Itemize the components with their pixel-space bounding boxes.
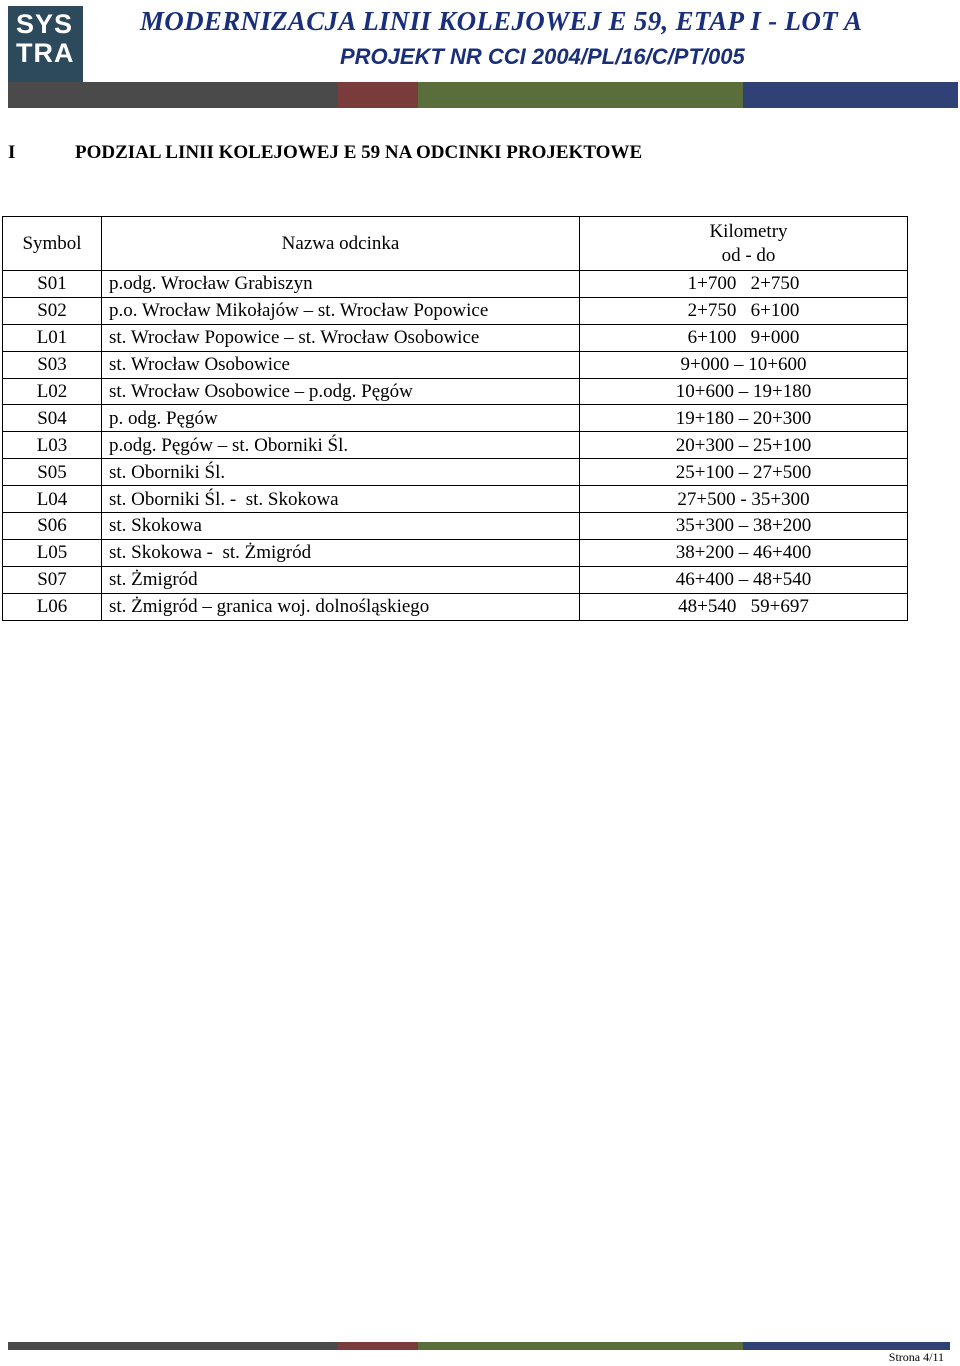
cell-name: p.odg. Wrocław Grabiszyn [102,271,580,298]
cell-km: 6+100 9+000 [580,324,908,351]
cell-name: st. Skokowa [102,513,580,540]
project-number: PROJEKT NR CCI 2004/PL/16/C/PT/005 [340,44,745,69]
cell-symbol: S04 [3,405,102,432]
header-km-line1: Kilometry [709,220,788,242]
section-heading [8,142,908,164]
page-number: Strona 4/11 [888,1350,944,1364]
cell-km: 38+200 – 46+400 [580,539,908,566]
cell-symbol: L01 [3,324,102,351]
table-row [3,593,908,620]
table-row [3,405,908,432]
cell-km: 46+400 – 48+540 [580,566,908,593]
section-title: PODZIAL LINII KOLEJOWEJ E 59 NA ODCINKI PROJEKTOWE [75,142,643,163]
cell-symbol: L05 [3,539,102,566]
cell-symbol: L03 [3,432,102,459]
cell-name: st. Żmigród [102,566,580,593]
cell-symbol: S03 [3,351,102,378]
header-km-line2: od - do [721,244,776,266]
cell-name: p. odg. Pęgów [102,405,580,432]
header-symbol: Symbol [3,217,102,271]
cell-symbol: S01 [3,271,102,298]
table-row [3,486,908,513]
cell-symbol: S05 [3,459,102,486]
table-row [3,432,908,459]
table-row [3,324,908,351]
cell-km: 35+300 – 38+200 [580,513,908,540]
cell-km: 9+000 – 10+600 [580,351,908,378]
cell-km: 19+180 – 20+300 [580,405,908,432]
cell-km: 20+300 – 25+100 [580,432,908,459]
cell-name: st. Wrocław Osobowice [102,351,580,378]
cell-symbol: S02 [3,297,102,324]
cell-name: st. Oborniki Śl. [102,459,580,486]
cell-km: 1+700 2+750 [580,271,908,298]
cell-name: st. Wrocław Popowice – st. Wrocław Osobowice [102,324,580,351]
cell-km: 2+750 6+100 [580,297,908,324]
cell-symbol: S06 [3,513,102,540]
cell-km: 27+500 - 35+300 [580,486,908,513]
table-row [3,566,908,593]
table-row [3,513,908,540]
cell-name: p.odg. Pęgów – st. Oborniki Śl. [102,432,580,459]
cell-km: 48+540 59+697 [580,593,908,620]
cell-km: 10+600 – 19+180 [580,378,908,405]
cell-name: st. Oborniki Śl. - st. Skokowa [102,486,580,513]
segments-table [2,216,908,621]
table-row [3,271,908,298]
cell-name: st. Wrocław Osobowice – p.odg. Pęgów [102,378,580,405]
logo-text-line2: TRA [16,38,75,68]
cell-symbol: L02 [3,378,102,405]
logo-text-line1: SYS [16,9,74,39]
header-km [580,217,908,271]
cell-symbol: L06 [3,593,102,620]
cell-name: st. Żmigród – granica woj. dolnośląskiego [102,593,580,620]
table-header-row [3,217,908,271]
footer-color-bar [8,1342,950,1350]
cell-symbol: S07 [3,566,102,593]
table-row [3,459,908,486]
document-title: MODERNIZACJA LINII KOLEJOWEJ E 59, ETAP I - LOT A [140,6,863,36]
cell-name: st. Skokowa - st. Żmigród [102,539,580,566]
cell-km: 25+100 – 27+500 [580,459,908,486]
header-name: Nazwa odcinka [102,217,580,271]
section-number: I [8,142,16,163]
header-color-bar [8,82,958,108]
systra-logo [8,6,83,82]
cell-name: p.o. Wrocław Mikołajów – st. Wrocław Popowice [102,297,580,324]
table-row [3,378,908,405]
table-row [3,539,908,566]
cell-symbol: L04 [3,486,102,513]
table-row [3,351,908,378]
table-row [3,297,908,324]
